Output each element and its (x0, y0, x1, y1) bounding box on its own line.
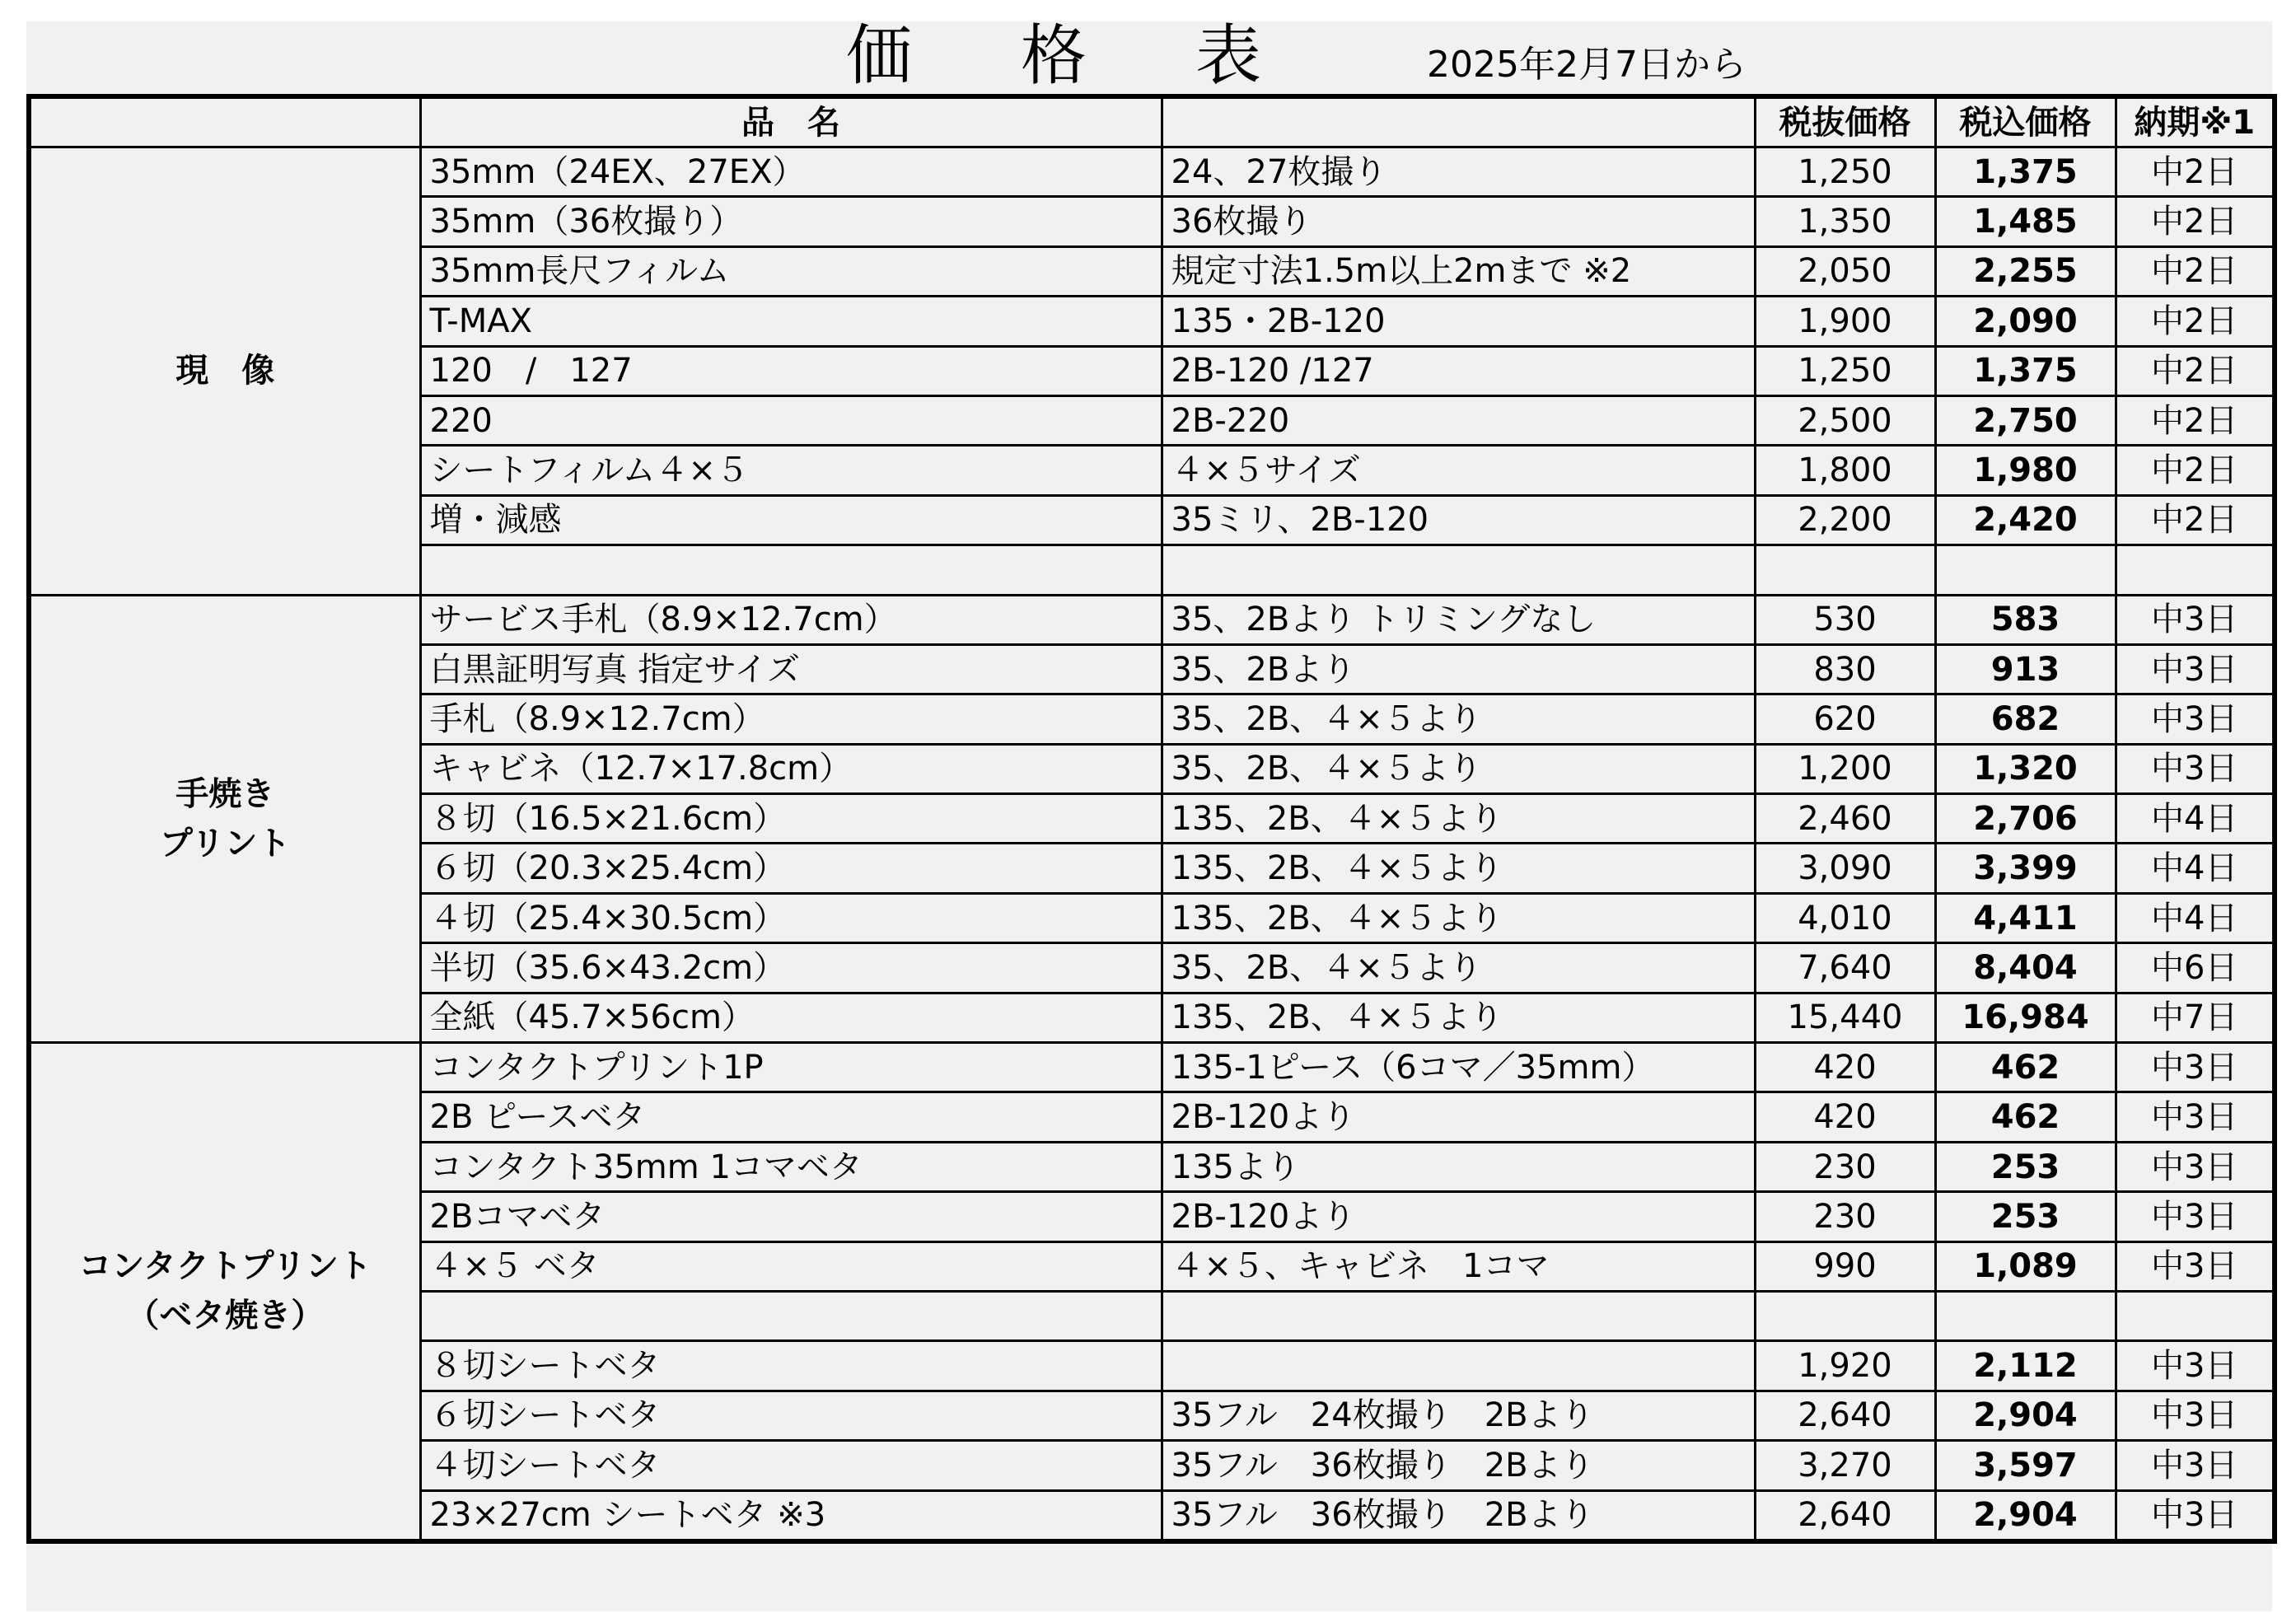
price-ex-tax: 2,500 (1755, 395, 1935, 445)
price-ex-tax: 1,900 (1755, 297, 1935, 346)
item-name: ４切（25.4×30.5cm） (420, 893, 1162, 942)
item-note: 35、2Bより (1162, 644, 1755, 694)
item-note: 35フル 36枚撮り 2Bより (1162, 1490, 1755, 1541)
item-name: 半切（35.6×43.2cm） (420, 943, 1162, 993)
price-ex-tax: 2,200 (1755, 495, 1935, 545)
price-in-tax: 462 (1935, 1092, 2116, 1142)
section-category: 現 像 (29, 147, 420, 596)
price-ex-tax: 3,270 (1755, 1441, 1935, 1490)
item-note: 35、2B、４×５より (1162, 943, 1755, 993)
price-in-tax: 2,750 (1935, 395, 2116, 445)
item-name: ８切シートベタ (420, 1341, 1162, 1391)
item-name: ６切（20.3×25.4cm） (420, 844, 1162, 893)
item-name: 手札（8.9×12.7cm） (420, 694, 1162, 744)
price-in-tax: 462 (1935, 1043, 2116, 1092)
item-note: 36枚撮り (1162, 197, 1755, 246)
price-in-tax (1935, 545, 2116, 595)
item-note: 35、2B、４×５より (1162, 744, 1755, 793)
header-delivery: 納期※1 (2116, 96, 2275, 147)
header-price-in-tax: 税込価格 (1935, 96, 2116, 147)
item-note: 135、2B、４×５より (1162, 893, 1755, 942)
item-note: 24、27枚撮り (1162, 147, 1755, 197)
header-row (29, 96, 2275, 147)
price-ex-tax: 4,010 (1755, 893, 1935, 942)
price-ex-tax: 620 (1755, 694, 1935, 744)
item-note: 2B-120より (1162, 1092, 1755, 1142)
item-note: 35フル 24枚撮り 2Bより (1162, 1391, 1755, 1440)
item-note: 35フル 36枚撮り 2Bより (1162, 1441, 1755, 1490)
item-note: ４×５サイズ (1162, 446, 1755, 495)
price-ex-tax: 990 (1755, 1241, 1935, 1291)
title-bar (26, 17, 2272, 94)
price-ex-tax: 1,350 (1755, 197, 1935, 246)
table-body (29, 147, 2275, 1541)
price-in-tax: 2,904 (1935, 1490, 2116, 1541)
item-note (1162, 1341, 1755, 1391)
price-ex-tax: 2,460 (1755, 794, 1935, 844)
item-name: 35mm（36枚撮り） (420, 197, 1162, 246)
price-ex-tax: 7,640 (1755, 943, 1935, 993)
item-note: 35ミリ、2B-120 (1162, 495, 1755, 545)
price-table (26, 94, 2277, 1544)
price-in-tax: 2,904 (1935, 1391, 2116, 1440)
price-in-tax: 3,597 (1935, 1441, 2116, 1490)
delivery-days: 中3日 (2116, 1192, 2275, 1241)
delivery-days: 中2日 (2116, 197, 2275, 246)
header-note (1162, 96, 1755, 147)
item-note: 135-1ピース（6コマ／35mm） (1162, 1043, 1755, 1092)
header-price-ex-tax: 税抜価格 (1755, 96, 1935, 147)
item-note (1162, 1291, 1755, 1340)
price-in-tax: 4,411 (1935, 893, 2116, 942)
section-category: コンタクトプリント （ベタ焼き） (29, 1043, 420, 1541)
item-note: 135、2B、４×５より (1162, 794, 1755, 844)
delivery-days: 中3日 (2116, 1341, 2275, 1391)
delivery-days: 中4日 (2116, 893, 2275, 942)
item-name: 白黒証明写真 指定サイズ (420, 644, 1162, 694)
item-note: ４×５、キャビネ 1コマ (1162, 1241, 1755, 1291)
price-in-tax (1935, 1291, 2116, 1340)
delivery-days: 中2日 (2116, 495, 2275, 545)
item-name: 2Bコマベタ (420, 1192, 1162, 1241)
table-row (29, 1043, 2275, 1092)
section-category: 手焼き プリント (29, 595, 420, 1043)
price-ex-tax: 420 (1755, 1043, 1935, 1092)
price-ex-tax: 1,920 (1755, 1341, 1935, 1391)
item-note: 35、2B、４×５より (1162, 694, 1755, 744)
price-in-tax: 1,980 (1935, 446, 2116, 495)
price-in-tax: 1,375 (1935, 147, 2116, 197)
delivery-days: 中7日 (2116, 993, 2275, 1042)
delivery-days: 中4日 (2116, 794, 2275, 844)
price-in-tax: 1,089 (1935, 1241, 2116, 1291)
delivery-days: 中3日 (2116, 644, 2275, 694)
delivery-days: 中2日 (2116, 246, 2275, 296)
delivery-days: 中3日 (2116, 1441, 2275, 1490)
item-note (1162, 545, 1755, 595)
price-in-tax: 583 (1935, 595, 2116, 644)
header-name: 品 名 (420, 96, 1162, 147)
table-row (29, 147, 2275, 197)
item-name: 35mm（24EX、27EX） (420, 147, 1162, 197)
delivery-days: 中3日 (2116, 595, 2275, 644)
price-in-tax: 2,706 (1935, 794, 2116, 844)
delivery-days: 中6日 (2116, 943, 2275, 993)
price-ex-tax: 3,090 (1755, 844, 1935, 893)
item-note: 135、2B、４×５より (1162, 844, 1755, 893)
price-ex-tax: 2,050 (1755, 246, 1935, 296)
price-ex-tax (1755, 1291, 1935, 1340)
price-ex-tax: 1,250 (1755, 346, 1935, 395)
price-in-tax: 1,320 (1935, 744, 2116, 793)
price-in-tax: 2,255 (1935, 246, 2116, 296)
item-name: キャビネ（12.7×17.8cm） (420, 744, 1162, 793)
item-name: コンタクト35mm 1コマベタ (420, 1142, 1162, 1191)
delivery-days: 中2日 (2116, 346, 2275, 395)
price-ex-tax: 1,200 (1755, 744, 1935, 793)
delivery-days (2116, 545, 2275, 595)
delivery-days: 中2日 (2116, 147, 2275, 197)
item-name: 220 (420, 395, 1162, 445)
item-name: ４×５ ベタ (420, 1241, 1162, 1291)
delivery-days: 中4日 (2116, 844, 2275, 893)
delivery-days: 中3日 (2116, 744, 2275, 793)
item-name: ４切シートベタ (420, 1441, 1162, 1490)
item-name: コンタクトプリント1P (420, 1043, 1162, 1092)
price-sheet (26, 17, 2272, 1611)
item-name: 2B ピースベタ (420, 1092, 1162, 1142)
price-in-tax: 253 (1935, 1192, 2116, 1241)
delivery-days: 中3日 (2116, 1043, 2275, 1092)
item-name: ８切（16.5×21.6cm） (420, 794, 1162, 844)
price-ex-tax: 2,640 (1755, 1391, 1935, 1440)
price-ex-tax: 2,640 (1755, 1490, 1935, 1541)
item-note: 135より (1162, 1142, 1755, 1191)
price-in-tax: 2,112 (1935, 1341, 2116, 1391)
item-name (420, 1291, 1162, 1340)
price-ex-tax: 15,440 (1755, 993, 1935, 1042)
delivery-days: 中3日 (2116, 1142, 2275, 1191)
effective-date: 2025年2月7日から (1427, 44, 1747, 86)
item-note: 135、2B、４×５より (1162, 993, 1755, 1042)
price-ex-tax: 230 (1755, 1142, 1935, 1191)
delivery-days: 中3日 (2116, 1391, 2275, 1440)
page-title: 価格表 (846, 17, 1370, 94)
item-name: ６切シートベタ (420, 1391, 1162, 1440)
price-in-tax: 8,404 (1935, 943, 2116, 993)
header-category (29, 96, 420, 147)
item-name: 全紙（45.7×56cm） (420, 993, 1162, 1042)
price-ex-tax: 1,800 (1755, 446, 1935, 495)
price-in-tax: 253 (1935, 1142, 2116, 1191)
item-name (420, 545, 1162, 595)
item-note: 2B-120より (1162, 1192, 1755, 1241)
item-name: シートフィルム４×５ (420, 446, 1162, 495)
delivery-days: 中3日 (2116, 694, 2275, 744)
price-in-tax: 682 (1935, 694, 2116, 744)
delivery-days: 中3日 (2116, 1092, 2275, 1142)
item-name: T-MAX (420, 297, 1162, 346)
price-ex-tax: 420 (1755, 1092, 1935, 1142)
item-note: 2B-120 /127 (1162, 346, 1755, 395)
price-in-tax: 913 (1935, 644, 2116, 694)
delivery-days: 中2日 (2116, 297, 2275, 346)
item-note: 35、2Bより トリミングなし (1162, 595, 1755, 644)
item-name: サービス手札（8.9×12.7cm） (420, 595, 1162, 644)
price-ex-tax: 830 (1755, 644, 1935, 694)
price-ex-tax: 1,250 (1755, 147, 1935, 197)
item-name: 35mm長尺フィルム (420, 246, 1162, 296)
table-row (29, 595, 2275, 644)
item-name: 23×27cm シートベタ ※3 (420, 1490, 1162, 1541)
item-note: 135・2B-120 (1162, 297, 1755, 346)
price-in-tax: 3,399 (1935, 844, 2116, 893)
price-ex-tax: 230 (1755, 1192, 1935, 1241)
delivery-days: 中3日 (2116, 1241, 2275, 1291)
price-ex-tax (1755, 545, 1935, 595)
item-name: 120 / 127 (420, 346, 1162, 395)
price-in-tax: 1,485 (1935, 197, 2116, 246)
price-in-tax: 16,984 (1935, 993, 2116, 1042)
delivery-days (2116, 1291, 2275, 1340)
item-note: 2B-220 (1162, 395, 1755, 445)
price-in-tax: 1,375 (1935, 346, 2116, 395)
price-in-tax: 2,090 (1935, 297, 2116, 346)
item-note: 規定寸法1.5m以上2mまで ※2 (1162, 246, 1755, 296)
price-in-tax: 2,420 (1935, 495, 2116, 545)
delivery-days: 中3日 (2116, 1490, 2275, 1541)
price-ex-tax: 530 (1755, 595, 1935, 644)
delivery-days: 中2日 (2116, 395, 2275, 445)
delivery-days: 中2日 (2116, 446, 2275, 495)
item-name: 増・減感 (420, 495, 1162, 545)
